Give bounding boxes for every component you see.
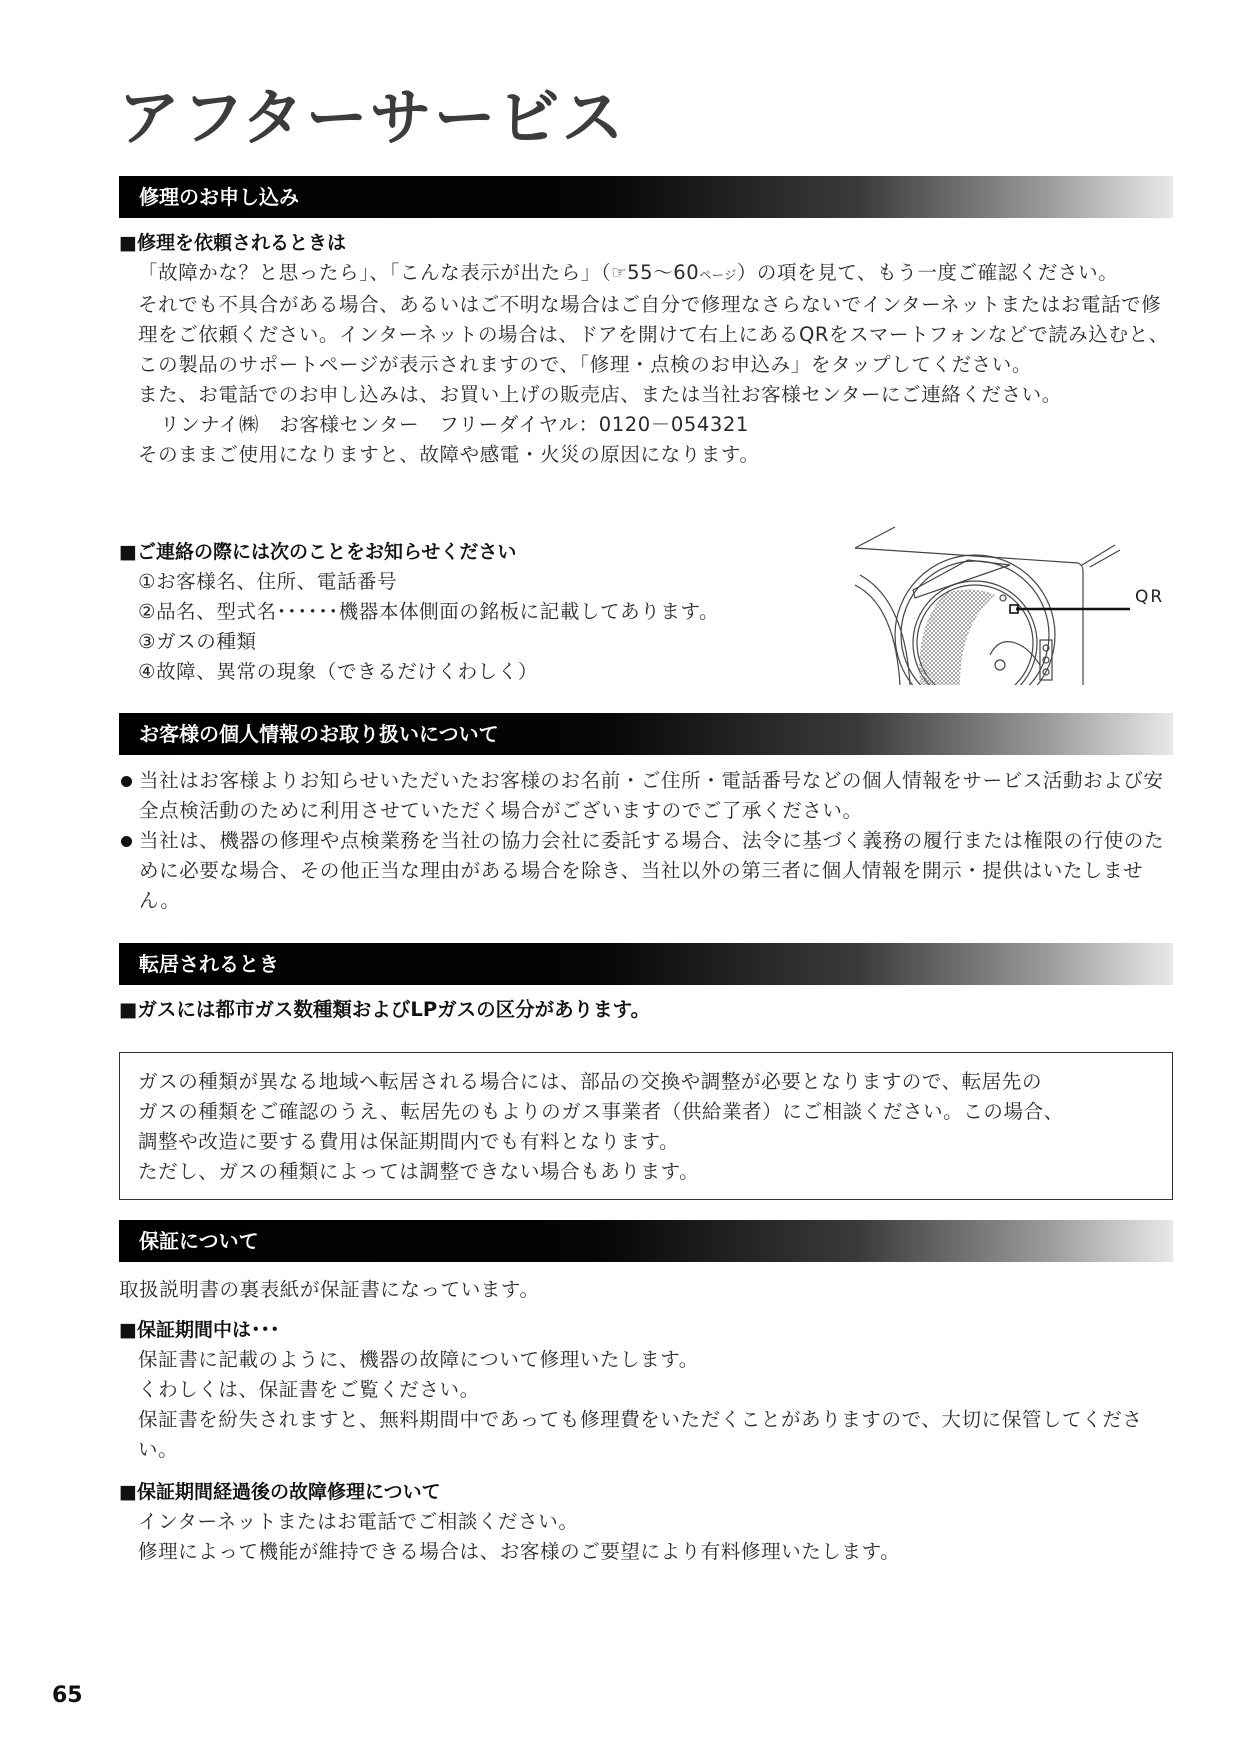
repair-request-p4: そのままご使用になりますと、故障や感電・火災の原因になります。 [138,443,760,466]
subheading-repair-request: ■修理を依頼されるときは [119,232,346,254]
ref-pages: 55～60 [627,261,700,284]
warranty-during-line: くわしくは、保証書をご覧ください。 [138,1378,480,1401]
section-heading-privacy: お客様の個人情報のお取り扱いについて [119,713,1173,755]
text-span: 「故障かな？と思ったら」、「こんな表示が出たら」（ [138,261,612,284]
text-span: ）の項を見て、もう一度ご確認ください。 [736,261,1119,284]
moving-notice-box [119,1052,1173,1200]
bullet-text: 当社はお客様よりお知らせいただいたお客様のお名前・ご住所・電話番号などの個人情報をサービス活動および安全点検活動のために利用させていただく場合がございますのでご了承ください。 [139,769,1164,822]
contact-info-item: ④故障、異常の現象（できるだけくわしく） [138,660,538,683]
warranty-after-line: インターネットまたはお電話でご相談ください。 [138,1510,579,1533]
warranty-during-line: 保証書に記載のように、機器の故障について修理いたします。 [138,1348,699,1371]
warranty-after-body [138,1507,1178,1567]
subheading-warranty-during: ■保証期間中は･･･ [119,1319,280,1341]
section-heading-moving: 転居されるとき [119,943,1173,985]
repair-request-body [138,258,1178,470]
moving-notice-line: ガスの種類をご確認のうえ、転居先のもよりのガス事業者（供給業者）にご相談ください。この場合、 [138,1100,1064,1123]
contact-info-item: ②品名、型式名･･････機器本体側面の銘板に記載してあります。 [138,600,720,623]
warranty-intro: 取扱説明書の裏表紙が保証書になっています。 [119,1278,540,1301]
section-heading-repair: 修理のお申し込み [119,176,1173,218]
contact-info-list [138,567,838,687]
warranty-during-line: 保証書を紛失されますと、無料期間中であっても修理費をいただくことがありますので、大切に保管してください。 [138,1408,1143,1461]
pointing-hand-icon: ☞ [611,263,628,283]
privacy-bullet-item [119,766,1173,826]
warranty-after-line: 修理によって機能が維持できる場合は、お客様のご要望により有料修理いたします。 [138,1540,901,1563]
privacy-bullets [119,766,1173,916]
section-heading-warranty: 保証について [119,1220,1173,1262]
repair-request-p2: それでも不具合がある場合、あるいはご不明な場合はご自分で修理なさらないでインターネットまたはお電話で修理をご依頼ください。インターネットの場合は、ドアを開けて右上にあるQRをスマートフォンなどで読み込むと、この製品のサポートページが表示されますので、「修理・点検のお申込み」をタップしてください。 [138,293,1169,376]
repair-request-p1 [138,258,1178,290]
moving-notice-line: ただし、ガスの種類によっては調整できない場合もあります。 [138,1160,700,1183]
subheading-warranty-after: ■保証期間経過後の故障修理について [119,1481,441,1503]
repair-request-p3: また、お電話でのお申し込みは、お買い上げの販売店、または当社お客様センターにご連絡ください。 [138,383,1062,406]
dryer-qr-illustration [850,515,1170,685]
contact-info-item: ③ガスの種類 [138,630,257,653]
ref-page-suffix: ページ [699,268,737,282]
warranty-during-body [138,1345,1178,1465]
bullet-dot-icon [121,836,132,847]
contact-phone-line: リンナイ㈱ お客様センター フリーダイヤル：0120－054321 [160,413,749,436]
subheading-contact-info: ■ご連絡の際には次のことをお知らせください [119,541,517,563]
subheading-gas-types: ■ガスには都市ガス数種類およびLPガスの区分があります。 [119,998,651,1021]
contact-info-item: ①お客様名、住所、電話番号 [138,570,398,593]
moving-notice-line: 調整や改造に要する費用は保証期間内でも有料となります。 [138,1130,680,1153]
qr-label: QR [1135,587,1165,607]
page-number: 65 [52,1683,83,1708]
moving-notice-line: ガスの種類が異なる地域へ転居される場合には、部品の交換や調整が必要となりますので、転居先の [138,1070,1043,1093]
page-title: アフターサービス [118,81,626,154]
bullet-dot-icon [121,776,132,787]
privacy-bullet-item [119,826,1173,916]
bullet-text: 当社は、機器の修理や点検業務を当社の協力会社に委託する場合、法令に基づく義務の履行または権限の行使のために必要な場合、その他正当な理由がある場合を除き、当社以外の第三者に個人情報を開示・提供はいたしません。 [139,829,1165,912]
